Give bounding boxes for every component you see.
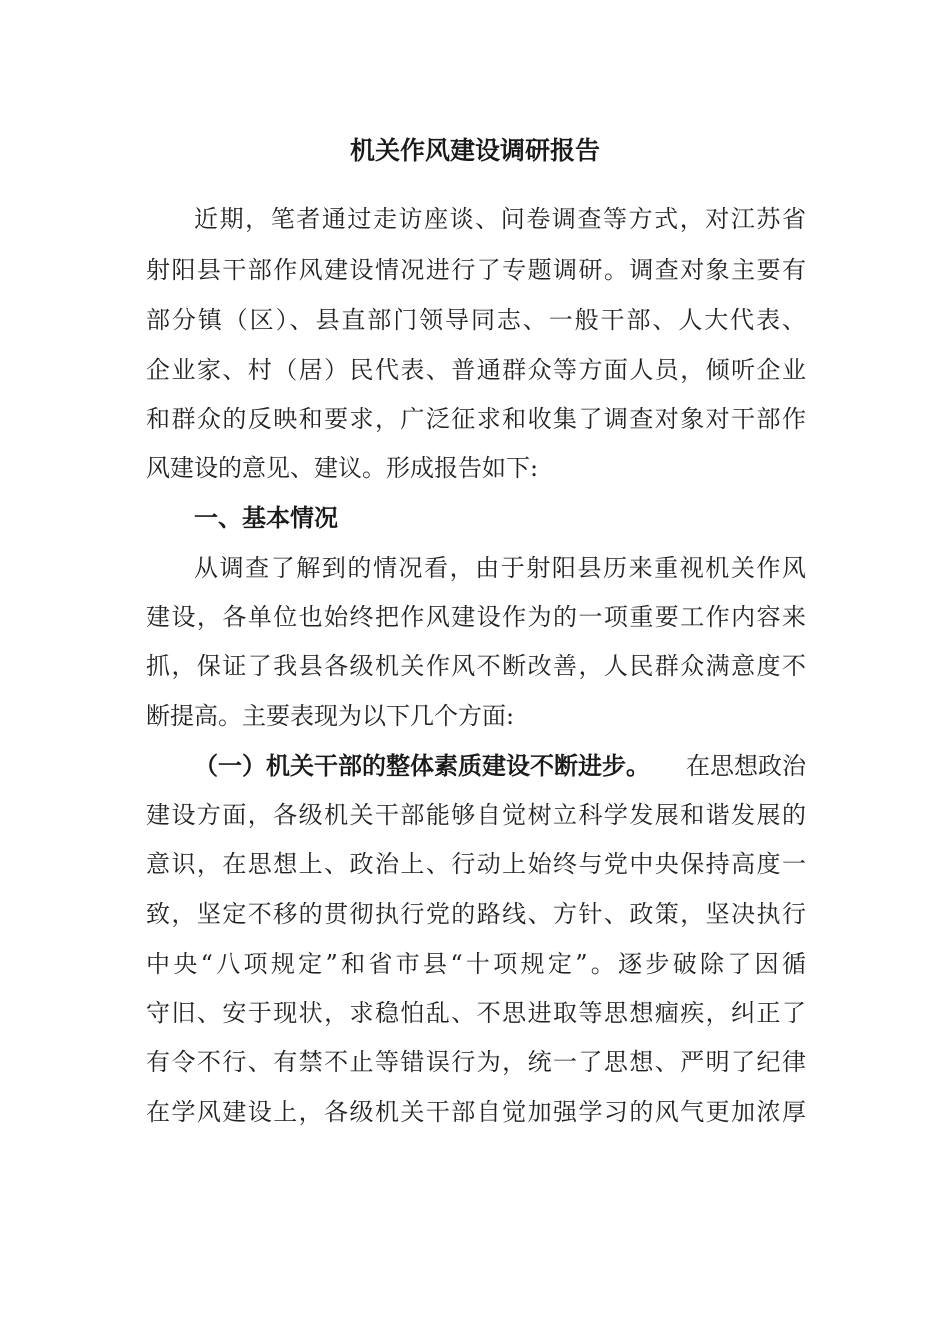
sub1-line-7: 有令不行、有禁不止等错误行为，统一了思想、严明了纪律	[146, 1048, 806, 1076]
section-heading-basic-situation: 一、基本情况	[194, 504, 338, 532]
section1-line-2: 建设，各单位也始终把作风建设作为的一项重要工作内容来	[146, 603, 806, 631]
sub1-line-8: 在学风建设上，各级机关干部自觉加强学习的风气更加浓厚	[146, 1098, 806, 1126]
intro-line-4: 企业家、村（居）民代表、普通群众等方面人员，倾听企业	[146, 356, 806, 384]
sub1-line-5: 中央“八项规定”和省市县“十项规定”。逐步破除了因循	[146, 950, 806, 978]
intro-line-1: 近期，笔者通过走访座谈、问卷调查等方式，对江苏省	[194, 205, 806, 233]
section1-line-4: 断提高。主要表现为以下几个方面:	[146, 702, 515, 730]
sub1-line-4: 致，坚定不移的贯彻执行党的路线、方针、政策，坚决执行	[146, 900, 806, 928]
intro-line-6: 风建设的意见、建议。形成报告如下:	[146, 454, 539, 482]
document-title: 机关作风建设调研报告	[349, 136, 600, 165]
sub1-bold-heading: （一）机关干部的整体素质建设不断进步。	[194, 752, 650, 780]
sub1-first-line	[194, 751, 806, 781]
intro-line-2: 射阳县干部作风建设情况进行了专题调研。调查对象主要有	[146, 256, 806, 284]
sub1-first-line-rest: 在思想政治	[686, 752, 806, 780]
sub1-line-2: 建设方面，各级机关干部能够自觉树立科学发展和谐发展的	[146, 801, 806, 829]
intro-line-3: 部分镇（区）、县直部门领导同志、一般干部、人大代表、	[146, 306, 806, 334]
sub1-line-3: 意识，在思想上、政治上、行动上始终与党中央保持高度一	[146, 850, 806, 878]
sub1-line-6: 守旧、安于现状，求稳怕乱、不思进取等思想痼疾，纠正了	[146, 999, 806, 1027]
section1-line-1: 从调查了解到的情况看，由于射阳县历来重视机关作风	[194, 554, 806, 582]
section1-line-3: 抓，保证了我县各级机关作风不断改善，人民群众满意度不	[146, 652, 806, 680]
intro-line-5: 和群众的反映和要求，广泛征求和收集了调查对象对干部作	[146, 405, 806, 433]
